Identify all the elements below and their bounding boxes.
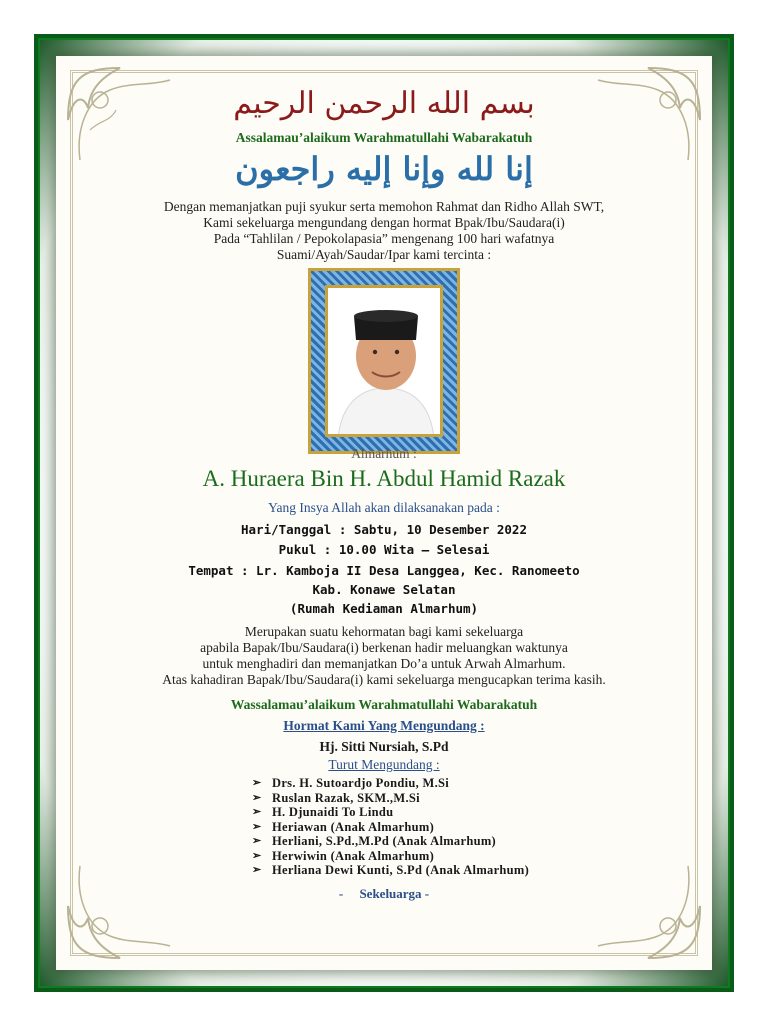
arrow-bullet-icon: ➢ [252, 864, 262, 876]
list-item [252, 849, 529, 864]
istirja-calligraphy: إنا لله وإنا إليه راجعون [235, 150, 533, 188]
list-item [252, 820, 529, 835]
closing-text [0, 624, 768, 688]
arrow-bullet-icon: ➢ [252, 777, 262, 789]
closing-line: untuk menghadiri dan memanjatkan Do’a untuk Arwah Almarhum. [202, 656, 566, 671]
arrow-bullet-icon: ➢ [252, 806, 262, 818]
arrow-bullet-icon: ➢ [252, 835, 262, 847]
corner-ornament-icon [588, 846, 708, 966]
list-item [252, 791, 529, 806]
arrow-bullet-icon: ➢ [252, 791, 262, 804]
closing-greeting: Wassalamau’alaikum Warahmatullahi Wabarakatuh [230, 697, 538, 712]
almarhum-label: Almarhum : [351, 446, 417, 461]
arrow-bullet-icon: ➢ [252, 849, 262, 862]
hosts-heading: Hormat Kami Yang Mengundang : [283, 718, 485, 733]
intro-line: Kami sekeluarga mengundang dengan hormat Bpak/Ibu/Saudara(i) [203, 215, 565, 230]
co-host-name: Herliana Dewi Kunti, S.Pd (Anak Almarhum) [272, 863, 530, 877]
event-time: Pukul : 10.00 Wita – Selesai [278, 542, 490, 557]
co-hosts-heading: Turut Mengundang : [328, 757, 440, 772]
event-place-note: (Rumah Kediaman Almarhum) [289, 601, 479, 616]
list-item [252, 805, 529, 820]
opening-greeting: Assalamau’alaikum Warahmatullahi Wabarakatuh [235, 130, 533, 145]
event-place: Tempat : Lr. Kamboja II Desa Langgea, Kec. Ranomeeto [188, 563, 580, 578]
deceased-name: A. Huraera Bin H. Abdul Hamid Razak [202, 466, 566, 491]
event-date: Hari/Tanggal : Sabtu, 10 Desember 2022 [241, 522, 527, 537]
portrait-frame [308, 268, 460, 454]
intro-line: Suami/Ayah/Saudar/Ipar kami tercinta : [276, 247, 492, 262]
closing-line: Atas kahadiran Bapak/Ibu/Saudara(i) kami sekeluarga mengucapkan terima kasih. [162, 672, 606, 687]
portrait-icon [328, 288, 443, 437]
list-item [252, 863, 529, 878]
co-host-name: Heriawan (Anak Almarhum) [272, 819, 435, 834]
co-host-name: Herwiwin (Anak Almarhum) [272, 848, 435, 863]
list-item [252, 776, 529, 791]
co-host-name: Herliani, S.Pd.,M.Pd (Anak Almarhum) [272, 834, 497, 848]
intro-text [0, 199, 768, 263]
co-host-name: H. Djunaidi To Lindu [272, 805, 394, 819]
basmalah-calligraphy: بسم الله الرحمن الرحيم [233, 86, 535, 121]
co-hosts-list [252, 776, 529, 878]
signoff: - Sekeluarga - [338, 886, 430, 901]
event-intro: Yang Insya Allah akan dilaksanakan pada : [268, 500, 500, 515]
closing-line: Merupakan suatu kehormatan bagi kami sekeluarga [244, 624, 524, 639]
closing-line: apabila Bapak/Ibu/Saudara(i) berkenan hadir meluangkan waktunya [200, 640, 568, 655]
intro-line: Pada “Tahlilan / Pepokolapasia” mengenang 100 hari wafatnya [213, 231, 555, 246]
list-item [252, 834, 529, 849]
corner-ornament-icon [60, 846, 180, 966]
event-place-regency: Kab. Konawe Selatan [312, 582, 456, 597]
arrow-bullet-icon: ➢ [252, 820, 262, 833]
co-host-name: Drs. H. Sutoardjo Pondiu, M.Si [272, 776, 450, 790]
host-name: Hj. Sitti Nursiah, S.Pd [319, 739, 449, 754]
co-host-name: Ruslan Razak, SKM.,M.Si [272, 790, 420, 805]
intro-line: Dengan memanjatkan puji syukur serta memohon Rahmat dan Ridho Allah SWT, [163, 199, 605, 214]
portrait-photo [325, 285, 443, 437]
